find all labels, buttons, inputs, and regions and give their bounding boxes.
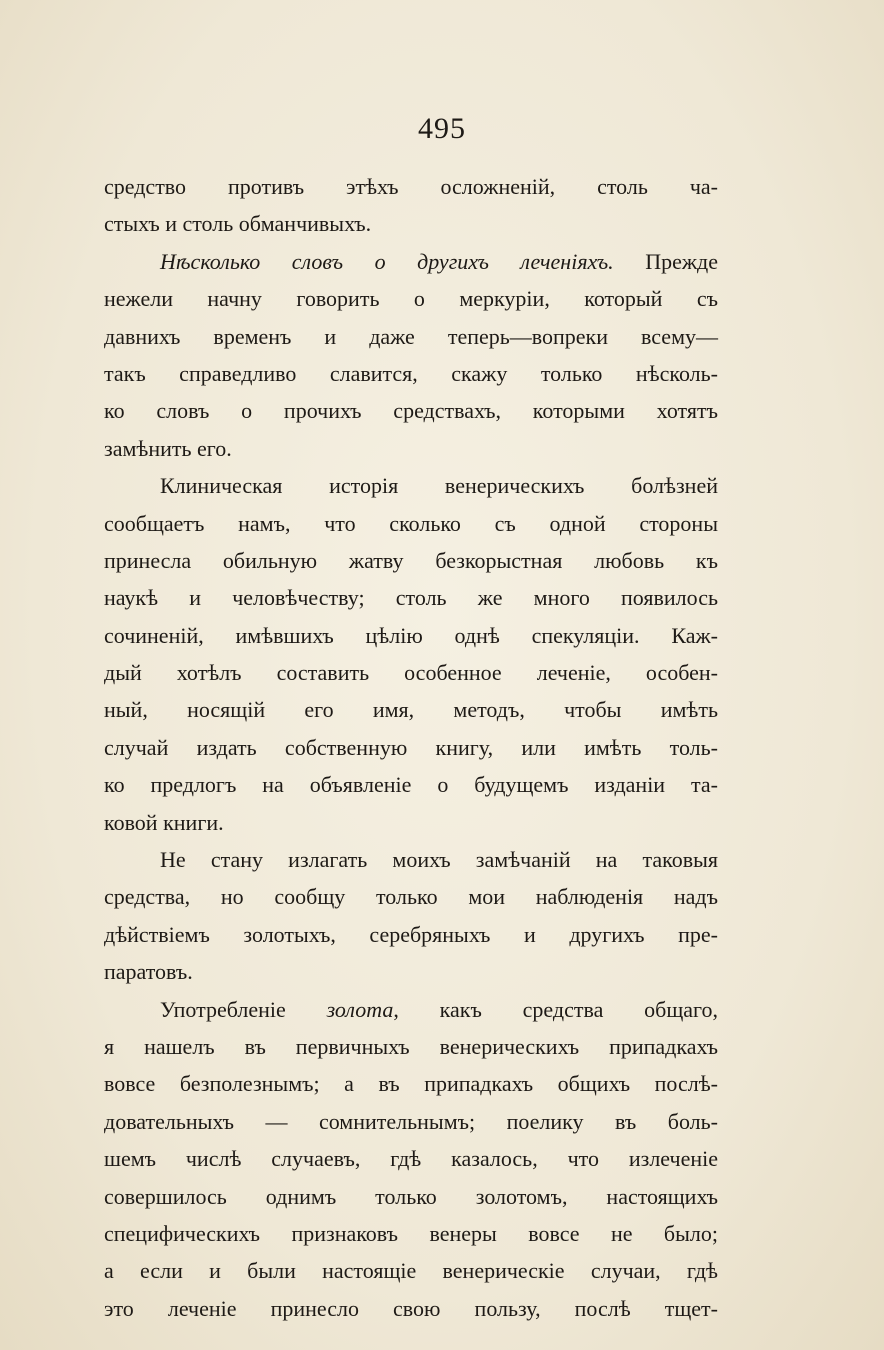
text-line: наукѣ и человѣчеству; столь же много появилось	[104, 585, 718, 611]
text-line: принесла обильную жатву безкорыстная любовь къ	[104, 547, 718, 573]
text-line: ко словъ о прочихъ средствахъ, которыми хотятъ	[104, 398, 718, 424]
text-line: я нашелъ въ первичныхъ венерическихъ припадкахъ	[104, 1033, 718, 1059]
text-line: дѣйствіемъ золотыхъ, серебряныхъ и другихъ пре-	[104, 921, 718, 947]
text-line	[104, 991, 718, 1028]
text-line: такъ справедливо славится, скажу только нѣсколь-	[104, 360, 718, 386]
text-line: паратовъ.	[104, 959, 193, 985]
text-line: а если и были настоящіе венерическіе случаи, гдѣ	[104, 1258, 718, 1284]
body-text	[104, 168, 718, 1327]
italic-heading: Нѣсколько словъ о другихъ леченіяхъ.	[160, 248, 614, 274]
text-line: замѣнить его.	[104, 435, 232, 461]
text-line: случай издать собственную книгу, или имѣть толь-	[104, 734, 718, 760]
text-line: давнихъ временъ и даже теперь—вопреки всему—	[104, 323, 718, 349]
page-number: 495	[418, 112, 466, 145]
text-line: довательныхъ — сомнительнымъ; поелику въ боль-	[104, 1108, 718, 1134]
text-line: Не стану излагать моихъ замѣчаній на таковыя	[160, 847, 718, 873]
text-line: стыхъ и столь обманчивыхъ.	[104, 211, 372, 237]
text-line: сообщаетъ намъ, что сколько съ одной стороны	[104, 510, 718, 536]
text-line: сочиненій, имѣвшихъ цѣлію однѣ спекуляціи. Каж-	[104, 622, 718, 648]
section-heading-line	[104, 243, 718, 280]
text-line: вовсе безполезнымъ; а въ припадкахъ общихъ послѣ-	[104, 1071, 718, 1097]
text-fragment: Употребленіе	[160, 996, 327, 1022]
text-line: шемъ числѣ случаевъ, гдѣ казалось, что излеченіе	[104, 1146, 718, 1172]
heading-line-rest: Прежде	[613, 248, 718, 274]
text-line: дый хотѣлъ составить особенное леченіе, особен-	[104, 660, 718, 686]
text-line: нежели начну говорить о меркуріи, который съ	[104, 286, 718, 312]
text-line: ко предлогъ на объявленіе о будущемъ изданіи та-	[104, 772, 718, 798]
text-fragment: , какъ средства общаго,	[393, 996, 718, 1022]
italic-word: золота	[326, 996, 394, 1022]
text-line: это леченіе принесло свою пользу, послѣ тщет-	[104, 1295, 718, 1321]
text-line: специфическихъ признаковъ венеры вовсе не было;	[104, 1220, 718, 1246]
text-line: ный, носящій его имя, методъ, чтобы имѣть	[104, 697, 718, 723]
text-line: средство противъ этѣхъ осложненій, столь ча-	[104, 174, 718, 199]
text-line: средства, но сообщу только мои наблюденія надъ	[104, 884, 718, 910]
text-line: совершилось однимъ только золотомъ, настоящихъ	[104, 1183, 718, 1209]
text-line: ковой книги.	[104, 809, 224, 835]
text-line: Клиническая исторія венерическихъ болѣзней	[160, 473, 718, 499]
